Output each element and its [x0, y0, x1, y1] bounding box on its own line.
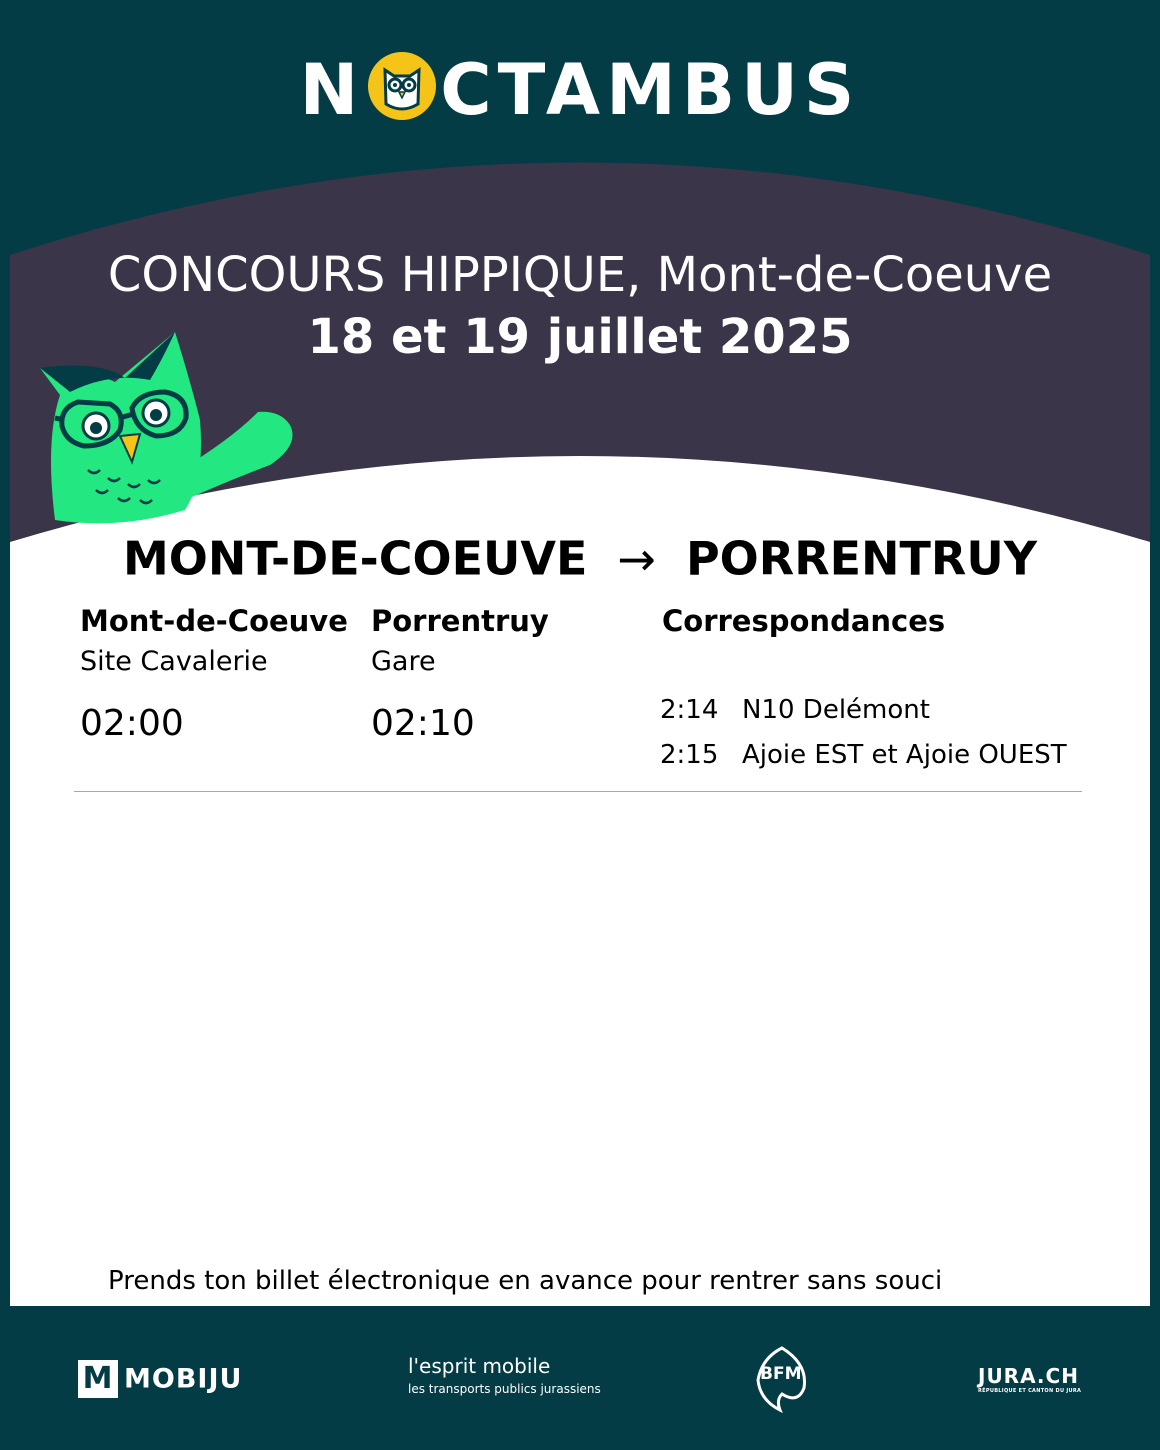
esprit-mobile-logo: l'esprit mobile les transports publics jurassiens	[408, 1354, 601, 1396]
arrival-time: 02:10	[371, 703, 475, 744]
arrival-place: Porrentruy	[371, 604, 549, 638]
connection-line: Ajoie EST et Ajoie OUEST	[742, 740, 1067, 770]
noctambus-logo	[0, 49, 1160, 131]
ticket-note: Prends ton billet électronique en avance pour rentrer sans souci	[108, 1266, 943, 1296]
departure-place: Mont-de-Coeuve	[80, 604, 348, 638]
departure-stop: Site Cavalerie	[80, 646, 268, 677]
connections-column	[662, 604, 945, 638]
connections-header: Correspondances	[662, 604, 946, 638]
departure-time: 02:00	[80, 703, 184, 744]
event-dates: 18 et 19 juillet 2025	[307, 309, 853, 365]
connection-time: 2:14	[660, 695, 719, 725]
logo-text-start: N	[299, 49, 365, 131]
departure-column	[80, 604, 348, 744]
owl-face-icon	[368, 52, 436, 120]
bfm-logo: BFM	[752, 1344, 812, 1414]
jura-ch-logo: JURA.CH RÉPUBLIQUE ET CANTON DU JURA	[978, 1364, 1082, 1394]
arrival-stop: Gare	[371, 646, 436, 677]
mobiju-m-icon: M	[78, 1360, 118, 1398]
connection-row	[660, 695, 930, 725]
event-title	[0, 244, 1160, 368]
divider	[74, 791, 1082, 792]
route-from: MONT-DE-COEUVE	[122, 531, 588, 586]
route-to: PORRENTRUY	[685, 531, 1038, 586]
connection-line: N10 Delémont	[742, 695, 930, 725]
partner-logos	[0, 1340, 1160, 1420]
mobiju-logo: M MOBIJU	[78, 1360, 242, 1398]
connection-row	[660, 740, 1067, 770]
logo-text-end: CTAMBUS	[440, 49, 861, 131]
connection-time: 2:15	[660, 740, 719, 770]
route-heading	[0, 528, 1160, 586]
event-name: CONCOURS HIPPIQUE, Mont-de-Coeuve	[107, 247, 1053, 303]
arrow-right-icon: →	[617, 531, 656, 586]
arrival-column	[371, 604, 549, 744]
